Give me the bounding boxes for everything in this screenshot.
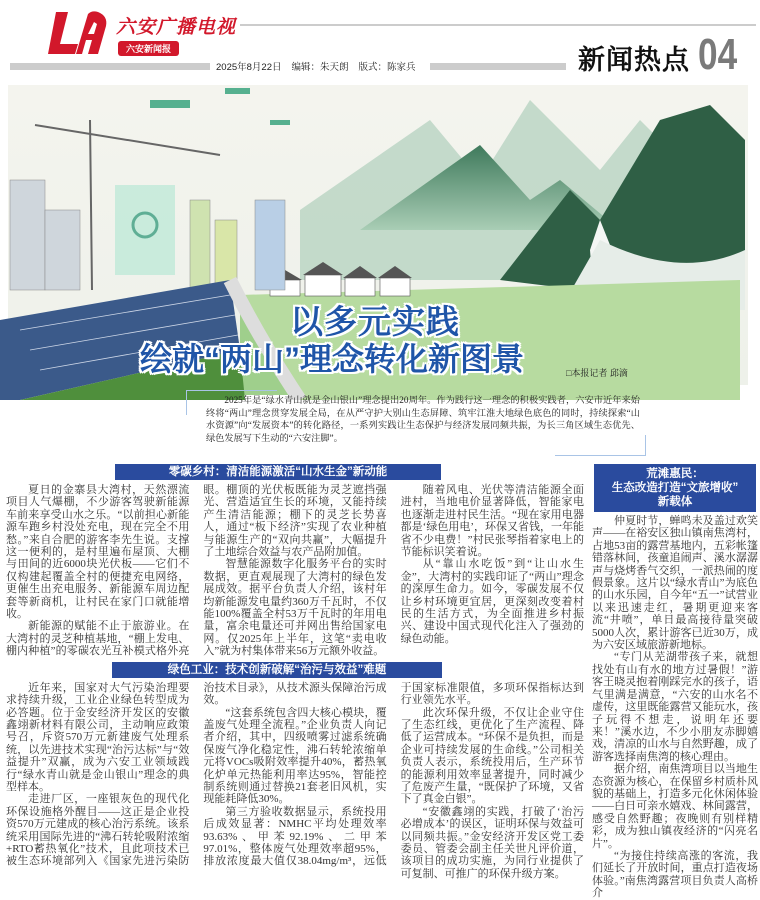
section1-heading: 零碳乡村：清洁能源激活“山水生金”新动能	[115, 464, 441, 480]
section2-article	[6, 682, 584, 881]
paragraph: 据介绍，南焦湾项目以当地生态资源为核心，在保留乡村质朴风貌的基础上，打造多元化休闲体验——白日可亲水嬉戏、林间露营，感受自然野趣；夜晚则有别样精彩，成为独山镇夜经济的“闪亮名片”。	[592, 763, 758, 850]
paragraph: 第三方验收数据显示，系统投用后成效显著：NMHC平均处理效率93.63%、甲苯92.19%、二甲苯97.01%，整体废气处理效率超95%，排放浓度最大值仅38.04mg/m³，远低于国家标准限值，多项环保指标达到行业领先水平。	[203, 681, 584, 868]
sidebar-title-line: 荒滩惠民：	[646, 468, 704, 480]
section-name: 新闻热点	[578, 45, 690, 75]
editor: 编辑：朱天朗	[291, 62, 349, 73]
paragraph: 从“靠山水吃饭”到“让山水生金”，大湾村的实践印证了“两山”理念的深厚生命力。如今，零碳发展不仅让乡村环境更宜居，更深刻改变着村民的生活方式，为全面推进乡村振兴、建设中国式现代化注入了强劲的绿色动能。	[400, 558, 584, 645]
layout-credit: 版式：陈家兵	[358, 62, 416, 73]
logo	[48, 10, 110, 56]
section1-article	[6, 484, 584, 658]
paragraph: 新能源的赋能不止于旅游业。在大湾村的灵芝种植基地，“棚上发电、棚内种植”的零碳农光互补模式格外亮眼。棚顶的光伏板既能为灵芝遮挡强光、营造适宜生长的环境，又能持续产生清洁能源；棚下的灵芝长势喜人，通过“板下经济”实现了农业种植与能源生产的“双向共赢”，大幅提升了土地综合效益与农产品附加值。	[6, 484, 387, 658]
byline: □本报记者 邱滴	[566, 368, 628, 378]
paragraph: 此次环保升级，不仅让企业守住了生态红线，更优化了生产流程、降低了运营成本。“环保不是负担，而是企业可持续发展的生命线。”公司相关负责人表示，系统投用后，生产环节的能源利用效率显著提升，同时减少了危废产生量，“既保护了环境，又省下了真金白银”。	[400, 706, 584, 806]
main-articles	[6, 464, 584, 880]
paragraph: “为接住持续高涨的客流，我们延长了开放时间，重点打造夜场体验。”南焦湾露营项目负责人高桥介	[592, 849, 758, 900]
divider	[10, 63, 210, 70]
paragraph: 随着风电、光伏等清洁能源全面进村，当地电价显著降低，智能家电也逐渐走进村民生活。“现在家用电器都是‘绿色用电’，环保又省钱，一年能省不少电费！”村民张琴指着家电上的节能标识笑着说。	[400, 484, 584, 559]
paragraph: “专门从芜湖带孩子来，就想找处有山有水的地方过暑假！”游客王晓灵抱着刚踩完水的孩子，语气里满是满意，“六安的山水名不虚传，这里既能露营又能玩水，孩子玩得不想走，说明年还要来！”溪水边，不少小朋友赤脚嬉戏，清凉的山水与自然野趣，成了游客选择南焦湾的核心理由。	[592, 651, 758, 763]
paragraph: 夏日的金寨县大湾村，天然漂流项目人气爆棚，不少游客驾驶新能源车前来享受山水之乐。“以前担心新能源车跑乡村没处充电，现在完全不用愁。”来自合肥的游客李先生说。支撑这一便利的，是村里遍布屋顶、大棚与田间的近6000块光伏板——它们不仅构建起覆盖全村的便捷充电网络，更催生出充电服务、新能源车周边配套等新商机，让村民在家门口就能增收。	[6, 484, 190, 621]
paragraph: 走进厂区，一座银灰色的现代化环保设施格外醒目——这正是企业投资570万元建成的核心治污系统。该系统采用国际先进的“沸石转轮吸附浓缩+RTO蓄热氧化”技术，且此项技术已被生态环境部列入《国家先进污染防治技术目录》，从技术源头保障治污成效。	[6, 681, 387, 868]
sidebar-title-line: 新载体	[657, 496, 693, 508]
headline-line2: 绘就“两山”理念转化新图景	[140, 341, 525, 377]
issue-date: 2025年8月22日	[216, 62, 282, 73]
section2-heading: 绿色工业：技术创新破解“治污与效益”难题	[112, 662, 442, 678]
sidebar-article	[592, 515, 758, 900]
brand-name: 六安广播电视	[116, 16, 237, 38]
page-number: 04	[698, 30, 738, 79]
sidebar-title-line: 生态改造打造“文旅增收”	[611, 482, 739, 494]
dateline	[216, 59, 426, 73]
sidebar-heading	[594, 464, 756, 512]
brand-badge: 六安新闻报	[118, 41, 179, 56]
divider	[240, 24, 756, 26]
paragraph: “这套系统包含四大核心模块，覆盖废气处理全流程。”企业负责人向记者介绍，其中，四级喷雾过滤系统确保废气净化稳定性，沸石转轮浓缩单元将VOCs吸附效率提升40%，蓄热氧化炉单元热能利用率达95%，智能控制系统则通过替换21套老旧风机，实现能耗降低30%。	[203, 706, 387, 806]
headline-line1: 以多元实践	[290, 303, 460, 340]
paragraph: 仲夏时节，蝉鸣未及盖过欢笑声——在裕安区独山镇南焦湾村，占地53亩的露营基地内，五彩帐篷错落林间，孩童追闹声、溪水潺潺声与烧烤香气交织，一派热闹的度假景象。这片以“绿水青山”为底色的山水乐园，自今年“五一”试营业以来迅速走红，暑期更迎来客流“井喷”，单日最高接待量突破5000人次，累计游客已近30万，成为六安区域旅游新地标。	[592, 515, 758, 652]
paragraph: 智慧能源数字化服务平台的实时数据，更直观展现了大湾村的绿色发展成效。据平台负责人介绍，该村年均新能源发电量约360万千瓦时，不仅能100%覆盖全村53万千瓦时的年用电量，富余电量还可并网出售给国家电网。仅2025年上半年，这笔“卖电收入”就为村集体带来56万元额外收益。	[203, 558, 387, 658]
lead-paragraph: 2025年是“绿水青山就是金山银山”理念提出20周年。作为践行这一理念的积极实践者，六安市近年来始终将“两山”理念贯穿发展全局，在从严守护大别山生态屏障、筑牢江淮大地绿色底色的同时，持续探索“山水资源”向“发展资本”的转化路径，一系列实践让生态保护与经济发展同频共振，为长三角区域生态优先、绿色发展写下生动的“六安注脚”。	[186, 390, 646, 452]
divider	[430, 63, 566, 70]
paragraph: “安徽鑫翊的实践，打破了‘治污必增成本’的误区，证明环保与效益可以同频共振。”金安经济开发区党工委委员、管委会副主任关世凡评价道，该项目的成功实施，为同行业提供了可复制、可推广的环保升级方案。	[400, 805, 584, 880]
paragraph: 近年来，国家对大气污染治理要求持续升级，工业企业绿色转型成为必答题。位于金安经济开发区的安徽鑫翊新材料有限公司，主动响应政策号召，斥资570万元新建废气处理系统，以先进技术实现“治污达标”与“效益提升”双赢，成为六安工业领域践行“绿水青山就是金山银山”理念的典型样本。	[6, 681, 190, 793]
